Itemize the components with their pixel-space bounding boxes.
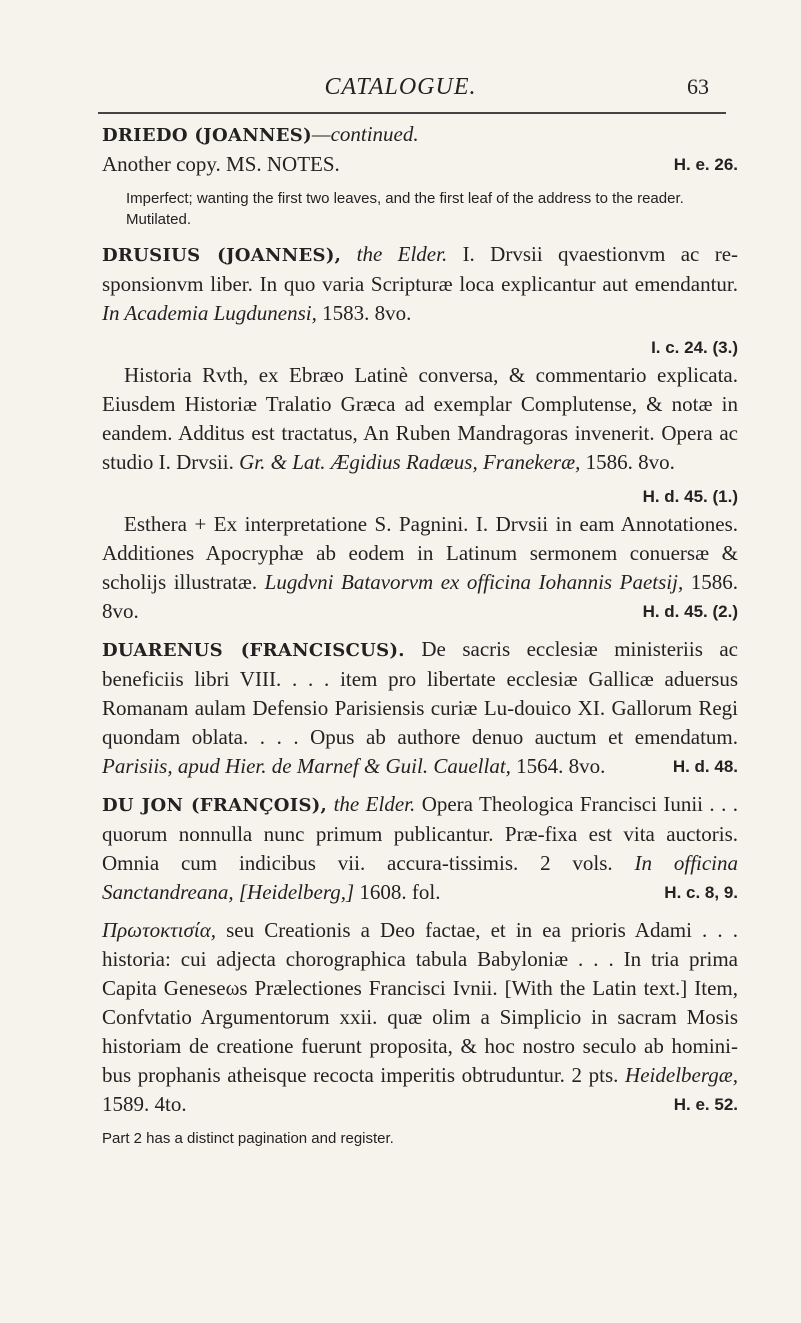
catalogue-entry [102, 790, 738, 907]
entry-imprint-place: In Academia Lugdunensi, [102, 301, 317, 325]
entry-imprint-date: 1586. 8vo. [585, 450, 675, 474]
entry-imprint-place: In officina Sanctandreana, [Heidelberg,] [102, 851, 739, 904]
entry-text: Another copy. MS. NOTES. [102, 152, 340, 176]
entry-text: De sacris ecclesiæ ministeriis ac beneficiis libri VIII. . . . item pro libertate ecclesiæ Gallicæ aduersus Romanam aulam Defensio Parisiensis curiæ Lu-douico XI. Gallorum Regi quondam oblata. . . . Opus ab authore denuo auctum et emendatum. [102, 637, 739, 749]
entry-heading-epithet: the Elder. [333, 792, 416, 816]
entry-heading-suffix: —continued. [311, 122, 419, 146]
entry-imprint-date: 1589. 4to. [102, 1092, 187, 1116]
shelfmark: H. d. 48. [672, 757, 738, 776]
entry-imprint-date: 1564. 8vo. [516, 754, 606, 778]
entry-text: I. Drvsii qvaestionvm ac re-sponsionvm liber. In quo varia Scripturæ loca explicantur aut emendantur. [102, 242, 739, 296]
entry-heading: DRIEDO (JOANNES) [102, 125, 312, 146]
entry-text: Historia Rvth, ex Ebræo Latinè conversa, & commentario explicata. Eiusdem Historiæ Tralatio Græca ad exemplar Complutense, & notæ in eandem. Additus est tractatus, An Ruben Mandragoras invenerit. Opera ac studio I. Drvsii. [102, 363, 738, 474]
entry-greek-title: Πρωτοκτισία, [102, 918, 216, 942]
entry-imprint-place: Parisiis, apud Hier. de Marnef & Guil. Cauellat, [102, 754, 511, 778]
entry-heading: DUARENUS (FRANCISCUS). [102, 640, 405, 661]
entry-imprint-place: Gr. & Lat. Ægidius Radæus, Franekeræ, [239, 450, 581, 474]
shelfmark: I. c. 24. (3.) [651, 338, 738, 357]
entry-imprint-place: Heidelbergæ, [625, 1063, 738, 1087]
entry-heading-epithet: the Elder. [356, 242, 448, 266]
entry-text: seu Creationis a Deo factae, et in ea prioris Adami . . . historia: cui adjecta chorographica tabula Babyloniæ . . . In tria prima Capita Geneseωs Prælectiones Francisci Ivnii. [With the Latin text.] Item, Confvtatio Argumentorum xxii. quæ olim a Simplicio in sacram Mosis historiam de creatione fuerunt proposita, & hoc nostro seculo ab homini-bus prophanis atheisque recocta imperitis obtruduntur. 2 pts. [102, 918, 739, 1087]
catalogue-entry [102, 510, 738, 626]
running-head-title: CATALOGUE. [324, 74, 477, 100]
entry-note: Imperfect; wanting the first two leaves, and the first leaf of the address to the reader. Mutilated. [126, 190, 684, 228]
shelfmark: H. e. 52. [673, 1095, 738, 1114]
entry-text: Opera Theologica Francisci Iunii . . . quorum nonnulla nunc primum publicantur. Præ-fixa est vita auctoris. Omnia cum indicibus vii. accura-tissimis. 2 vols. [102, 792, 739, 875]
catalogue-entry [102, 240, 738, 328]
header-rule [98, 112, 726, 114]
entry-text: Esthera + Ex interpretatione S. Pagnini. I. Drvsii in eam Annotationes. Additiones Apocryphæ ab eodem in Latinum sermonem conuersæ & scholijs illustratæ. [102, 512, 738, 594]
shelfmark: H. e. 26. [673, 155, 738, 174]
entry-imprint-date: 1586. 8vo. [102, 570, 739, 623]
entry-imprint-place: Lugdvni Batavorvm ex officina Iohannis Paetsij, [264, 570, 684, 594]
page-number: 63 [687, 74, 709, 99]
catalogue-entry [102, 916, 738, 1119]
catalogue-entry [102, 361, 738, 477]
catalogue-entry [102, 635, 738, 781]
catalogue-entries [102, 120, 738, 1159]
entry-note: Part 2 has a distinct pagination and register. [102, 1130, 394, 1147]
shelfmark: H. d. 45. (2.) [642, 602, 738, 621]
catalogue-entry [102, 120, 738, 179]
entry-imprint-date: 1608. fol. [359, 880, 441, 904]
shelfmark: H. c. 8, 9. [664, 883, 738, 902]
entry-heading: DU JON (FRANÇOIS), [102, 795, 328, 816]
shelfmark: H. d. 45. (1.) [642, 487, 738, 506]
running-head [0, 70, 801, 110]
entry-heading: DRUSIUS (JOANNES), [102, 245, 342, 266]
entry-imprint-date: 1583. 8vo. [322, 301, 412, 325]
